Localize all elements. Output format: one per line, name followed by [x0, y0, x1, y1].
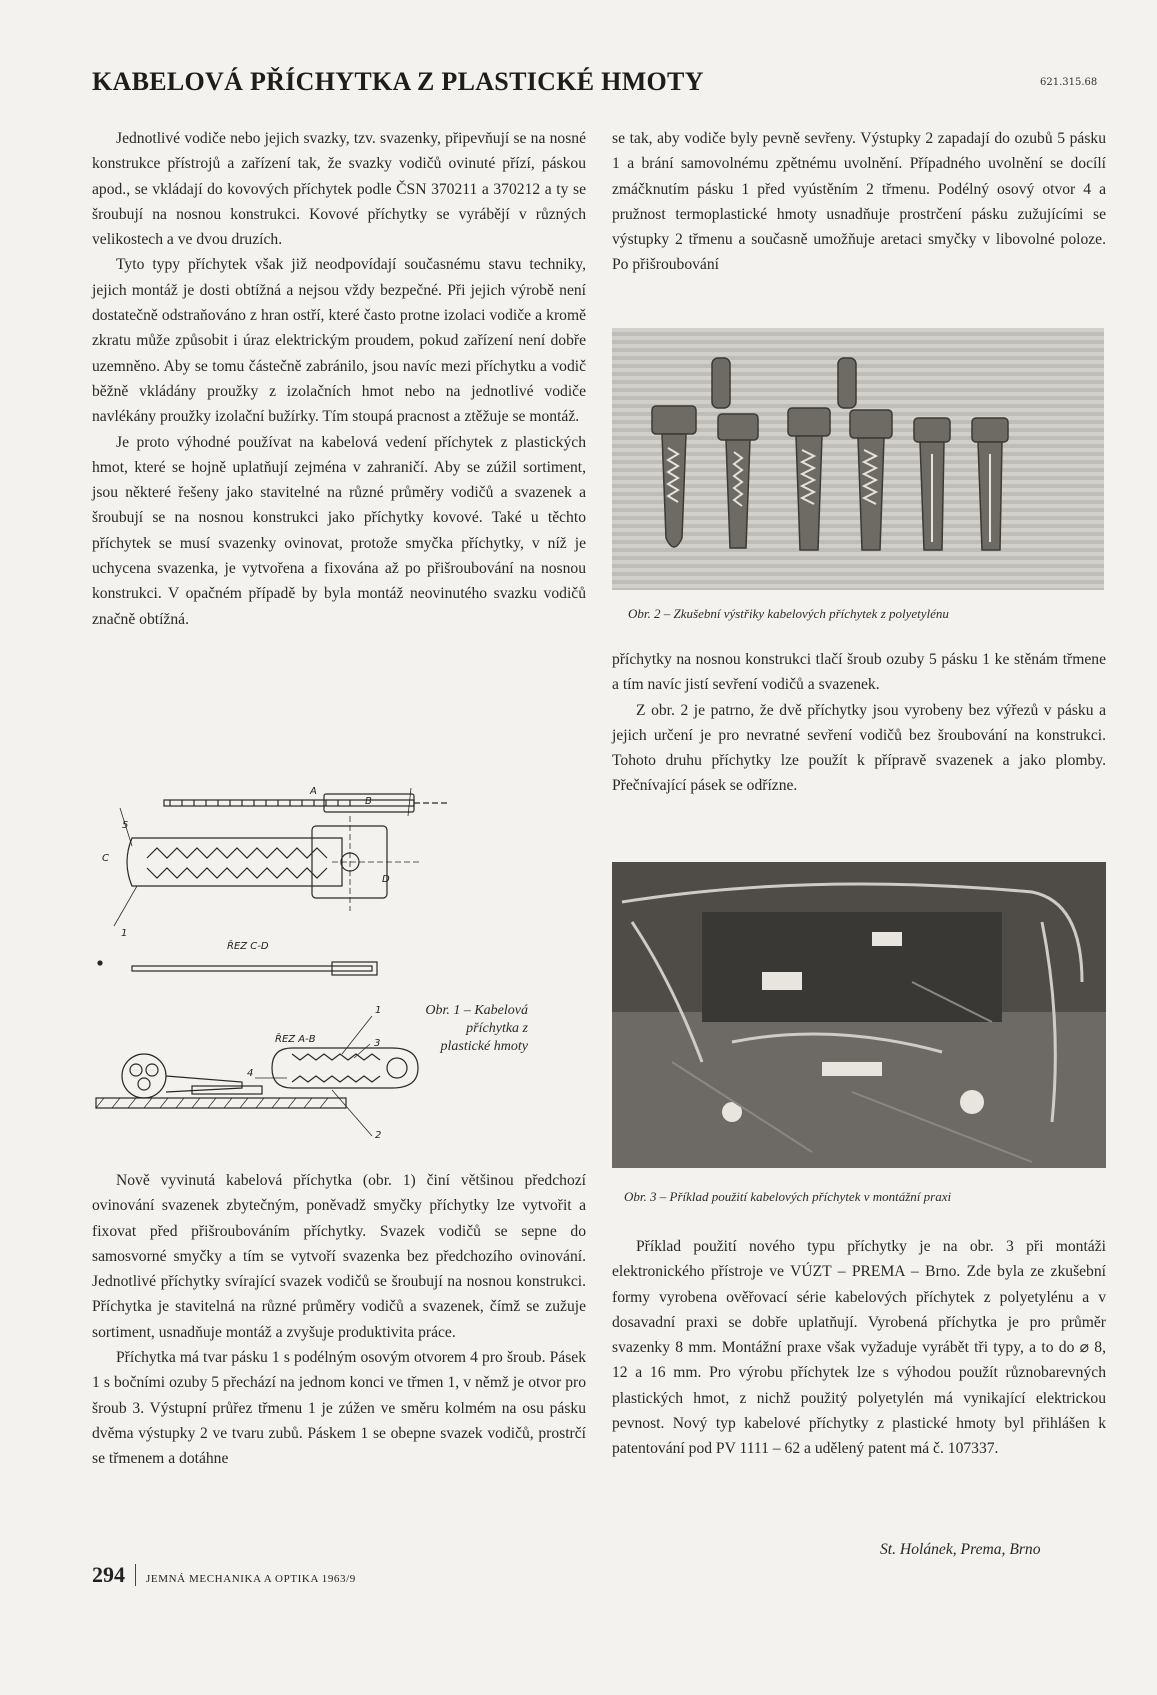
label-5: 5 — [122, 820, 129, 831]
right-column-top — [612, 126, 1106, 278]
figure-3-caption: Obr. 3 – Příklad použití kabelových příchytek v montážní praxi — [624, 1189, 952, 1204]
label-a: A — [310, 786, 317, 797]
clips-photo-illustration — [612, 328, 1104, 590]
paragraph: Příklad použití nového typu příchytky je na obr. 3 při montáži elektronického přístroje ve VÚZT – PREMA – Brno. Zde byla ze zkušební formy vyrobena ověřovací série kabelových příchytek z polyetylénu a v dosavadní praxi se dobře uplatňují. Vyrobená příchytka je pro průměr svazenky 8 mm. Montážní praxe však vyžaduje vyrábět tři typy, a to do ⌀ 8, 12 a 16 mm. Pro výrobu příchytek lze s výhodou použít různobarevných plastických hmot, z nichž použitý polyetylén má vynikající elektrickou pevnost. Nový typ kabelové příchytky z plastické hmoty byl přihlášen k patentování pod PV 1111 – 62 a udělený patent má č. 107337. — [612, 1238, 1106, 1458]
right-column-middle — [612, 647, 1106, 799]
left-column-top — [92, 126, 586, 632]
label-section-cd: ŘEZ C-D — [227, 941, 269, 952]
page-number: 294 — [92, 1562, 125, 1587]
label-d: D — [382, 874, 390, 885]
article-title: KABELOVÁ PŘÍCHYTKA Z PLASTICKÉ HMOTY — [92, 67, 704, 96]
label-section-ab: ŘEZ A-B — [275, 1034, 316, 1045]
label-1: 1 — [121, 928, 128, 939]
footer-divider — [135, 1564, 136, 1586]
paragraph: Tyto typy příchytek však již neodpovídají současnému stavu techniky, jejich montáž je dosti obtížná a nejsou vždy bezpečné. Při jejich výrobě není dostatečně odstraňováno z hran ostří, které často protne izolaci vodiče a kromě zkratu může způsobit i úraz elektrickým proudem, pokud zařízení není dobře uzemněno. Aby se tomu částečně zabránilo, jsou navíc mezi příchytku a vodič běžně vkládány proužky z izolačních hmot nebo na jednotlivé vodiče navlékány proužky izolační bužírky. Tím stoupá pracnost a ztěžuje se montáž. — [92, 256, 586, 426]
assembly-photo-illustration — [612, 862, 1106, 1168]
udc-code: 621.315.68 — [1040, 77, 1098, 88]
label-b: B — [365, 796, 372, 807]
left-column-bottom — [92, 1168, 586, 1472]
figure-1-caption: Obr. 1 – Kabelová příchytka z plastické hmoty — [425, 1003, 528, 1054]
paragraph: se tak, aby vodiče byly pevně sevřeny. Výstupky 2 zapadají do ozubů 5 pásku 1 a brání samovolnému zpětnému uvolnění. Případného uvolnění se docílí zmáčknutím pásku 1 před vyústěním 2 třmenu. Podélný osový otvor 4 a pružnost termoplastické hmoty usnadňuje prostrčení pásku zužujícími se výstupky 2 třmenu a současně umožňuje aretaci smyčky v libovolné poloze. Po přišroubování — [612, 130, 1106, 274]
paragraph: Z obr. 2 je patrno, že dvě příchytky jsou vyrobeny bez výřezů v pásku a jejich určení je pro nevratné sevření vodičů bez šroubování na konstrukci. Tohoto druhu příchytky lze použít k přípravě svazenek a jako plomby. Přečnívající pásek se odřízne. — [612, 701, 1106, 795]
label-c: C — [102, 853, 109, 864]
figure-2-photo — [612, 328, 1104, 590]
label-n1: 1 — [375, 1005, 382, 1016]
figure-2-caption: Obr. 2 – Zkušební výstřiky kabelových příchytek z polyetylénu — [628, 606, 949, 621]
paragraph: Je proto výhodné používat na kabelová vedení příchytek z plastických hmot, které se hojně uplatňují zejména v zahraničí. Aby se zúžil sortiment, jsou některé řešeny jako stavitelné na různé průměry vodičů a svazenek a šroubují se na nosnou konstrukci jako příchytky kovové. Také u těchto příchytek se musí svazenky ovinovat, protože smyčka příchytky, v níž je uchycena svazenka, je vytvořena a fixována až po přišroubování na nosnou konstrukci. V opačném případě by byla montáž neovinutého svazku vodičů značně obtížná. — [92, 433, 586, 628]
paragraph: příchytky na nosnou konstrukci tlačí šroub ozuby 5 pásku 1 ke stěnám třmene a tím navíc jistí sevření vodičů a svazenek. — [612, 651, 1106, 694]
magazine-name: JEMNÁ MECHANIKA A OPTIKA 1963/9 — [146, 1573, 356, 1585]
paragraph: Nově vyvinutá kabelová příchytka (obr. 1) činí většinou předchozí ovinování svazenek zbytečným, poněvadž smyčky příchytky lze vytvořit a fixovat před přišroubováním příchytky. Svazek vodičů se sepne do samosvorné smyčky a tím se vytvoří svazenka bez předchozího ovinování. Jednotlivé příchytky svírající svazek vodičů se šroubují na nosnou konstrukci. Příchytka je stavitelná na různé průměry vodičů a svazenek, čímž se zužuje sortiment, usnadňuje montáž a zvyšuje produktivita práce. — [92, 1172, 586, 1341]
label-n3: 3 — [374, 1038, 381, 1049]
author-signature: St. Holánek, Prema, Brno — [880, 1541, 1041, 1558]
paragraph: Jednotlivé vodiče nebo jejich svazky, tzv. svazenky, připevňují se na nosné konstrukce přístrojů a zařízení tak, že svazky vodičů ovinuté přízí, páskou apod., se vkládají do kovových příchytek podle ČSN 370211 a 370212 a ty se šroubují na nosnou konstrukci. Kovové příchytky se vyrábějí v různých velikostech a ve dvou druzích. — [92, 130, 586, 249]
paragraph: Příchytka má tvar pásku 1 s podélným osovým otvorem 4 pro šroub. Pásek 1 s bočními ozuby 5 přechází na jednom konci ve třmen 1, v němž je otvor pro šroub 3. Výstupní průřez třmenu 1 je zúžen ve směru kolmém na osu pásku dvěma výstupky 2 ve tvaru zubů. Páskem 1 se obepne svazek vodičů, prostrčí se třmenem a dotáhne — [92, 1349, 586, 1468]
label-n2: 2 — [375, 1130, 382, 1141]
label-n4: 4 — [247, 1068, 254, 1079]
figure-1-drawing — [92, 786, 562, 1151]
page-footer — [92, 1562, 356, 1588]
right-column-bottom — [612, 1234, 1106, 1462]
figure-3-photo — [612, 862, 1106, 1168]
